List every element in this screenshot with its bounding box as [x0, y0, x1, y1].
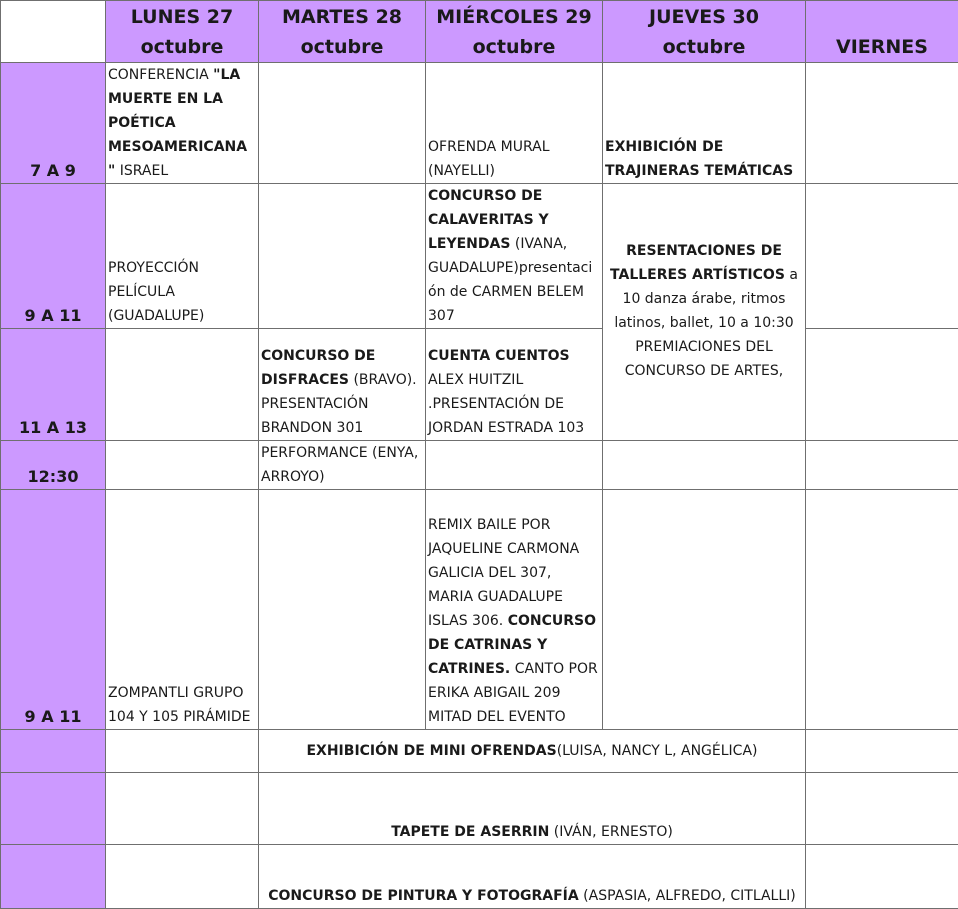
header-thursday: JUEVES 30 octubre	[603, 1, 806, 63]
cell-mon-8	[106, 845, 259, 909]
cell-fri-8	[806, 845, 958, 909]
header-monday: LUNES 27 octubre	[106, 1, 259, 63]
cell-fri-5	[806, 490, 958, 730]
header-wednesday: MIÉRCOLES 29 octubre	[426, 1, 603, 63]
schedule-row-6	[1, 730, 958, 773]
cell-tue-3: CONCURSO DE DISFRACES (BRAVO). PRESENTACIÓN BRANDON 301	[259, 329, 426, 441]
header-row	[1, 1, 958, 63]
cell-wed-1: OFRENDA MURAL (NAYELLI)	[426, 63, 603, 184]
cell-fri-3	[806, 329, 958, 441]
schedule-row-5	[1, 490, 958, 730]
cell-fri-7	[806, 773, 958, 845]
time-slot-4: 12:30	[1, 441, 106, 490]
cell-tue-1	[259, 63, 426, 184]
cell-fri-6	[806, 730, 958, 773]
schedule-row-3	[1, 329, 958, 441]
schedule-row-7	[1, 773, 958, 845]
cell-thu-1: EXHIBICIÓN DE TRAJINERAS TEMÁTICAS	[603, 63, 806, 184]
time-slot-6	[1, 730, 106, 773]
tapete-cell: TAPETE DE ASERRIN (IVÁN, ERNESTO)	[259, 773, 806, 845]
cell-wed-5: REMIX BAILE POR JAQUELINE CARMONA GALICIA DEL 307, MARIA GUADALUPE ISLAS 306. CONCURSO DE CATRINAS Y CATRINES. CANTO POR ERIKA ABIGAIL 209 MITAD DEL EVENTO	[426, 490, 603, 730]
cell-fri-2	[806, 184, 958, 329]
cell-mon-1: CONFERENCIA "LA MUERTE EN LA POÉTICA MESOAMERICANA " ISRAEL	[106, 63, 259, 184]
time-slot-3: 11 A 13	[1, 329, 106, 441]
cell-wed-2: CONCURSO DE CALAVERITAS Y LEYENDAS (IVANA, GUADALUPE)presentación de CARMEN BELEM 307	[426, 184, 603, 329]
cell-mon-7	[106, 773, 259, 845]
cell-fri-1	[806, 63, 958, 184]
mini-ofrendas-cell: EXHIBICIÓN DE MINI OFRENDAS(LUISA, NANCY L, ANGÉLICA)	[259, 730, 806, 773]
corner-cell	[1, 1, 106, 63]
schedule-row-2	[1, 184, 958, 329]
cell-mon-2: PROYECCIÓN PELÍCULA (GUADALUPE)	[106, 184, 259, 329]
cell-mon-6	[106, 730, 259, 773]
time-slot-5: 9 A 11	[1, 490, 106, 730]
cell-tue-5	[259, 490, 426, 730]
header-tuesday: MARTES 28 octubre	[259, 1, 426, 63]
cell-thu-2: RESENTACIONES DE TALLERES ARTÍSTICOS a 10 danza árabe, ritmos latinos, ballet, 10 a 10:30 PREMIACIONES DEL CONCURSO DE ARTES,	[603, 184, 806, 441]
cell-tue-2	[259, 184, 426, 329]
schedule-row-1	[1, 63, 958, 184]
schedule-row-8	[1, 845, 958, 909]
cell-thu-4	[603, 441, 806, 490]
pintura-cell: CONCURSO DE PINTURA Y FOTOGRAFÍA (ASPASIA, ALFREDO, CITLALLI)	[259, 845, 806, 909]
cell-mon-4	[106, 441, 259, 490]
time-slot-8	[1, 845, 106, 909]
header-friday: VIERNES	[806, 1, 958, 63]
schedule-row-4	[1, 441, 958, 490]
cell-mon-3	[106, 329, 259, 441]
cell-mon-5: ZOMPANTLI GRUPO 104 Y 105 PIRÁMIDE	[106, 490, 259, 730]
cell-wed-3: CUENTA CUENTOS ALEX HUITZIL .PRESENTACIÓN DE JORDAN ESTRADA 103	[426, 329, 603, 441]
time-slot-7	[1, 773, 106, 845]
cell-fri-4	[806, 441, 958, 490]
cell-tue-4: PERFORMANCE (ENYA, ARROYO)	[259, 441, 426, 490]
time-slot-2: 9 A 11	[1, 184, 106, 329]
time-slot-1: 7 A 9	[1, 63, 106, 184]
cell-wed-4	[426, 441, 603, 490]
cell-thu-5	[603, 490, 806, 730]
